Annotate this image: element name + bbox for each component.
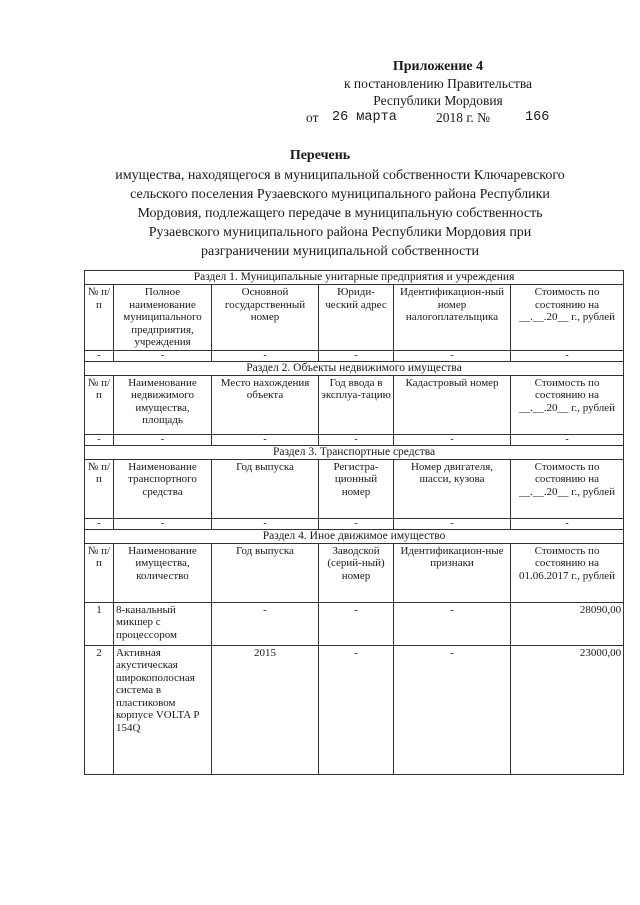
table-cell: -: [85, 350, 114, 361]
decree-number: 166: [525, 110, 550, 125]
table-cell: -: [511, 350, 624, 361]
section-title: Раздел 3. Транспортные средства: [85, 445, 624, 459]
column-header: Год ввода в эксплуа-тацию: [319, 375, 394, 434]
appendix-title: Приложение 4: [392, 59, 484, 74]
column-header: Полное наименование муниципального предприятия, учреждения: [114, 285, 212, 351]
table-cell: -: [394, 518, 511, 529]
column-header: Идентификацион-ные признаки: [394, 543, 511, 602]
table-cell: 2015: [212, 645, 319, 774]
section-title: Раздел 2. Объекты недвижимого имущества: [85, 361, 624, 375]
column-header: Год выпуска: [212, 543, 319, 602]
table-row: [85, 645, 624, 774]
column-header: Стоимость по состоянию на __.__.20__ г., рублей: [511, 285, 624, 351]
table-cell: -: [319, 602, 394, 645]
column-header: Юриди-ческий адрес: [319, 285, 394, 351]
section-header-row: [85, 361, 624, 375]
appendix-line-2: Республики Мордовия: [373, 93, 503, 108]
table-cell: -: [511, 434, 624, 445]
column-header: № п/п: [85, 543, 114, 602]
column-header: Год выпуска: [212, 459, 319, 518]
table-row: [85, 434, 624, 445]
column-header: Номер двигателя, шасси, кузова: [394, 459, 511, 518]
table-cell: -: [212, 602, 319, 645]
table-cell: -: [511, 518, 624, 529]
column-header: Основной государственный номер: [212, 285, 319, 351]
appendix-date-line: [298, 109, 578, 127]
table-cell: -: [394, 645, 511, 774]
table-cell: -: [212, 350, 319, 361]
table-cell: -: [114, 350, 212, 361]
appendix-block: [298, 58, 578, 127]
table-row: [85, 350, 624, 361]
table-cell: -: [85, 518, 114, 529]
subtitle-line: сельского поселения Рузаевского муниципального района Республики: [130, 187, 550, 202]
subtitle-line: разграничении муниципальной собственности: [201, 244, 479, 259]
table-row: [85, 518, 624, 529]
table-cell: -: [114, 518, 212, 529]
column-header: Регистра-ционный номер: [319, 459, 394, 518]
table-cell: -: [114, 434, 212, 445]
date-value: 26 марта: [332, 110, 397, 125]
column-header: Заводской (серий-ный) номер: [319, 543, 394, 602]
table-cell: -: [319, 434, 394, 445]
property-table: [84, 270, 624, 775]
table-cell: 1: [85, 602, 114, 645]
column-header-row: [85, 543, 624, 602]
column-header: Стоимость по состоянию на __.__.20__ г., рублей: [511, 375, 624, 434]
table-cell: -: [394, 350, 511, 361]
table-row: [85, 602, 624, 645]
column-header: Кадастровый номер: [394, 375, 511, 434]
list-subtitle: [80, 166, 600, 261]
table-cell: 2: [85, 645, 114, 774]
date-prefix: от: [306, 110, 319, 125]
column-header: Наименование транспортного средства: [114, 459, 212, 518]
table-cell: 8-канальный микшер с процессором: [114, 602, 212, 645]
column-header: Идентификацион-ный номер налогоплательщика: [394, 285, 511, 351]
table-cell: -: [319, 645, 394, 774]
column-header: Наименование недвижимого имущества, площадь: [114, 375, 212, 434]
table-cell: -: [394, 602, 511, 645]
column-header: Стоимость по состоянию на __.__.20__ г., рублей: [511, 459, 624, 518]
column-header-row: [85, 375, 624, 434]
table-cell: 28090,00: [511, 602, 624, 645]
column-header-row: [85, 285, 624, 351]
section-title: Раздел 1. Муниципальные унитарные предприятия и учреждения: [85, 271, 624, 285]
table-cell: -: [212, 518, 319, 529]
column-header-row: [85, 459, 624, 518]
table-cell: -: [85, 434, 114, 445]
column-header: № п/п: [85, 285, 114, 351]
section-header-row: [85, 445, 624, 459]
column-header: № п/п: [85, 375, 114, 434]
table-cell: Активная акустическая широкополосная система в пластиковом корпусе VOLTA P 154Q: [114, 645, 212, 774]
table-cell: -: [212, 434, 319, 445]
column-header: № п/п: [85, 459, 114, 518]
section-header-row: [85, 529, 624, 543]
column-header: Стоимость по состоянию на 01.06.2017 г., рублей: [511, 543, 624, 602]
section-title: Раздел 4. Иное движимое имущество: [85, 529, 624, 543]
subtitle-line: Рузаевского муниципального района Республики Мордовия при: [148, 225, 532, 240]
table-cell: -: [394, 434, 511, 445]
table-cell: 23000,00: [511, 645, 624, 774]
appendix-line-1: к постановлению Правительства: [343, 76, 533, 91]
list-title: Перечень: [289, 148, 351, 163]
column-header: Наименование имущества, количество: [114, 543, 212, 602]
section-header-row: [85, 271, 624, 285]
table-cell: -: [319, 350, 394, 361]
subtitle-line: Мордовия, подлежащего передаче в муниципальную собственность: [137, 206, 543, 221]
year-text: 2018 г. №: [436, 110, 491, 125]
subtitle-line: имущества, находящегося в муниципальной собственности Ключаревского: [115, 168, 565, 183]
table-cell: -: [319, 518, 394, 529]
column-header: Место нахождения объекта: [212, 375, 319, 434]
